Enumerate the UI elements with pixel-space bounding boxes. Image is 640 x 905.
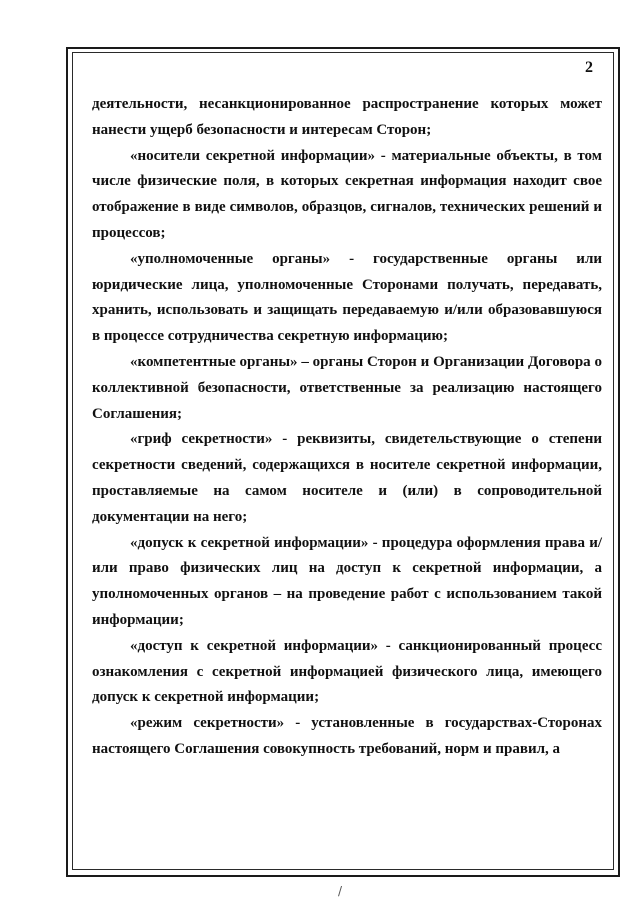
- document-body: [92, 92, 602, 763]
- paragraph-1: деятельности, несанкционированное распространение которых может нанести ущерб безопасности и интересам Сторон;: [92, 96, 602, 138]
- paragraph-3: «уполномоченные органы» - государственные органы или юридические лица, уполномоченные Сторонами получать, передавать, хранить, использовать и защищать передаваемую и/или образовавшуюся в процессе сотрудничества секретную информацию;: [92, 250, 602, 345]
- paragraph-2: «носители секретной информации» - материальные объекты, в том числе физические поля, в которых секретная информация находит свое отображение в виде символов, образцов, сигналов, технических решений и процессов;: [92, 147, 602, 241]
- scan-artifact-mark: /: [338, 884, 343, 898]
- paragraph-8: «режим секретности» - установленные в государствах-Сторонах настоящего Соглашения совокупность требований, норм и правил, а: [92, 715, 602, 757]
- paragraph-6: «допуск к секретной информации» - процедура оформления права и/или право физических лиц на доступ к секретной информации, а уполномоченных органов – на проведение работ с использованием такой информации;: [92, 534, 602, 628]
- paragraph-5: «гриф секретности» - реквизиты, свидетельствующие о степени секретности сведений, содержащихся в носителе секретной информации, проставляемые на самом носителе и (или) в сопроводительной документации на него;: [92, 431, 602, 525]
- paragraph-4: «компетентные органы» – органы Сторон и Организации Договора о коллективной безопасности, ответственные за реализацию настоящего Соглашения;: [92, 353, 602, 422]
- paragraph-7: «доступ к секретной информации» - санкционированный процесс ознакомления с секретной информацией физического лица, имеющего допуск к секретной информации;: [92, 637, 602, 706]
- page-number: 2: [585, 59, 593, 76]
